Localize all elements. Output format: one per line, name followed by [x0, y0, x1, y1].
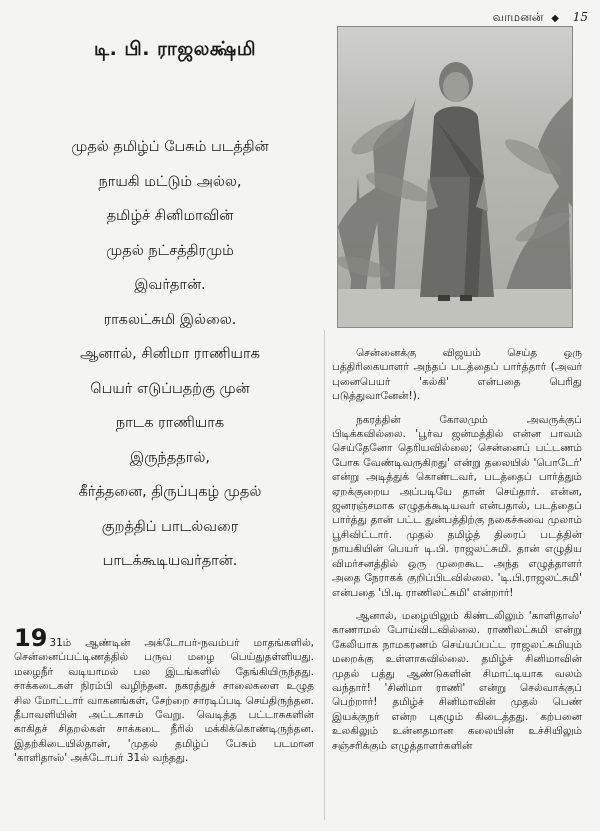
right-paragraph: சென்னைக்கு விஜயம் செய்த ஒரு பத்திரிகையாளர் அந்தப் படத்தைப் பார்த்தார் (அவர் புனைபெயர் 'கல்கி' என்பதை பெரிது படுத்துவானேன்!). [332, 347, 582, 403]
pull-line: நாயகி மட்டும் அல்ல, [98, 173, 242, 190]
article-title: டி. பி. ராஜலக்ஷ்மி [93, 38, 257, 60]
pull-quote [20, 130, 320, 579]
right-column-text [332, 346, 582, 762]
left-paragraph: 31ம் ஆண்டின் அக்டோபர்-நவம்பர் மாதங்களில், சென்னைப்பட்டிணத்தில் பருவ மழை பெய்துதள்ளியது. மழைநீர் வடியாமல் பல இடங்களில் தேங்கியிருந்தது. சாக்கடைகள் நிரம்பி வழிந்தன. நகரத்துச் சாலைகளை உழுத சில மோட்டார் வாகனங்கள், சேற்றை சாரடிப்படி செய்திருந்தன. தீபாவளியின் அட்டகாசம் வேறு. வெடித்த பட்டாசுகளின் காகிதச் சிதறல்கள் சாக்கடை நீரில் மக்கிக்கொண்டிருந்தன. இதற்கிடையில்தான், 'முதல் தமிழ்ப் பேசும் படமான 'காளிதாஸ்' அக்டோபர் 31ல் வந்தது. [14, 637, 314, 765]
pull-line: தமிழ்ச் சினிமாவின் [106, 208, 234, 224]
pull-line: முதல் நட்சத்திரமும் [106, 242, 234, 259]
drop-cap: 19 [14, 624, 48, 652]
pull-line: இருந்ததால், [130, 449, 210, 466]
pull-line: பெயர் எடுப்பதற்கு முன் [90, 380, 250, 397]
pull-line: கீர்த்தனை, திருப்புகழ் முதல் [78, 484, 262, 500]
pull-line: இவர்தான். [134, 277, 206, 293]
pull-line: ஆனால், சினிமா ராணியாக [80, 346, 260, 362]
column-divider [324, 330, 325, 820]
section-name: வாமனன் [492, 10, 544, 24]
page-header [493, 10, 588, 26]
pull-line: குறத்திப் பாடல்வரை [101, 518, 239, 535]
right-paragraph: நகரத்தின் கோலமும் அவருக்குப் பிடிக்கவில்லை. 'பூர்வ ஜன்மத்தில் என்ன பாவம் செய்தேனோ தெரியவில்லை; சென்னைப் பட்டணம் போக வேண்டிவருகிறது' என்று தலையில் 'பொடேர்' என்று அடித்துக் கொண்டவர், படத்தைப் பார்த்தும் ஏறக்குறைய அப்படியே தான் செய்தார். என்ன, ஜனரஞ்சமாக எழுதக்கூடியவர் என்பதால், படத்தைப் பார்த்து தான் பட்ட துன்பத்திற்கு நகைச்சுவை முலாம் பூசிவிட்டார். முதல் தமிழ்த் திரைப் படத்தின் நாயகியின் பெயர் டி.பி. ராஜலட்சுமி. தான் எழுதிய விமர்சனத்தில் ஒரு முறைகூட அந்த எழுத்தாளர் அதை நேராகக் குறிப்பிடவில்லை. 'டி.பி.ராஜலட்சுமி' என்பதை 'பி.டி ராணிலட்சுமி' என்றார்! [332, 413, 582, 599]
woman-portrait-image [338, 27, 572, 327]
pull-line: ராகலட்சுமி இல்லை. [103, 311, 237, 328]
pull-line: முதல் தமிழ்ப் பேசும் படத்தின் [71, 139, 269, 155]
pull-line: பாடக்கூடியவர்தான். [102, 553, 238, 569]
pull-line: நாடக ராணியாக [115, 415, 225, 431]
portrait-photo [337, 26, 573, 328]
diamond-icon: ◆ [551, 13, 559, 24]
right-paragraph: ஆனால், மழையிலும் கிண்டலிலும் 'காளிதாஸ்' காணாமல் போய்விடவில்லை. ராணிலட்சுமி என்று கேலியாக நாமகரணம் செய்யப்பட்ட ராஜலட்சுமியும் மறைக்கு உள்ளாகவில்லை. தமிழ்ச் சினிமாவின் முதல் பத்து ஆண்டுகளின் சிமாட்டியாக வலம் வந்தார்! 'சினிமா ராணி' என்று செல்வாக்குப் பெற்றார்! தமிழ்ச் சினிமாவின் முதல் பெண் இயக்குநர் என்ற புகழும் கிடைத்தது. கற்பனை உலகிலும் உன்னதமான கலையின் உச்சியிலும் சஞ்சரிக்கும் எழுத்தாளர்களின் [332, 609, 582, 752]
page-number: 15 [572, 10, 588, 24]
left-column-text [14, 624, 314, 766]
